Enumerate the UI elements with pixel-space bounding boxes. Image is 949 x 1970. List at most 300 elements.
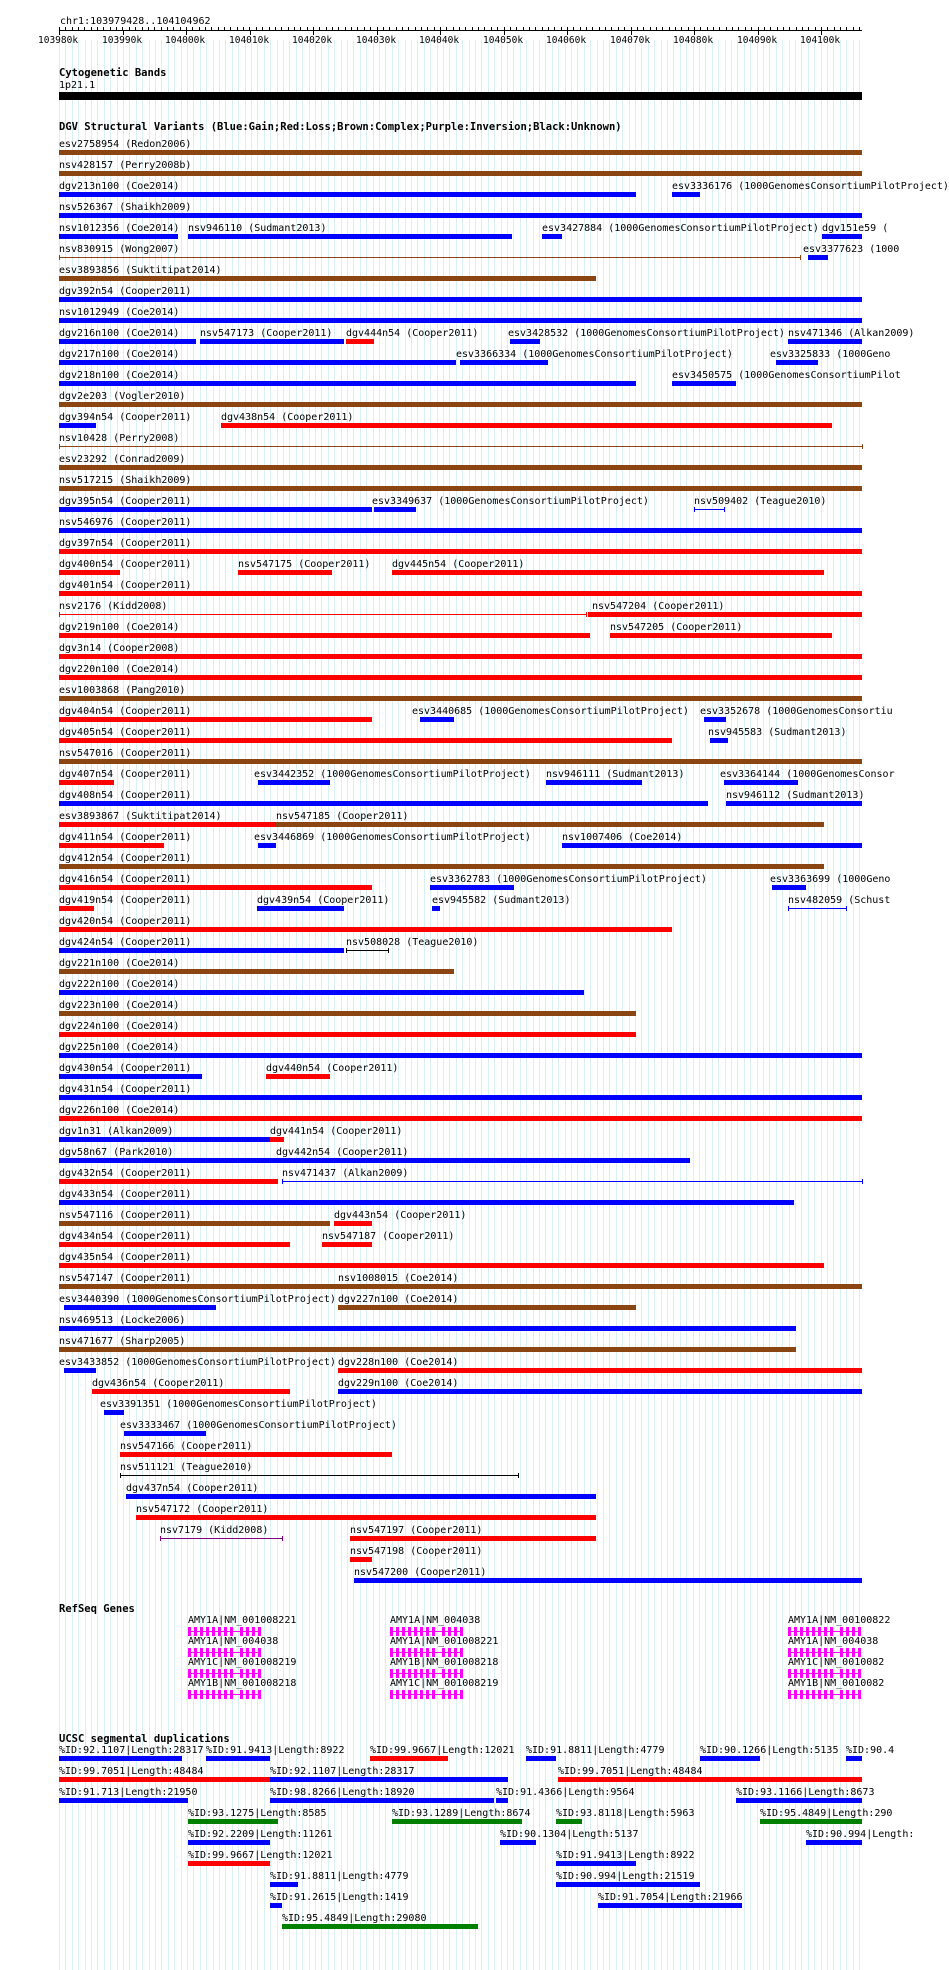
variant-label[interactable]: esv3363699 (1000Geno bbox=[770, 874, 891, 885]
variant-bar[interactable] bbox=[59, 717, 372, 722]
gene-exon[interactable] bbox=[252, 1669, 255, 1678]
gene-exon[interactable] bbox=[240, 1669, 243, 1678]
variant-bar[interactable] bbox=[59, 864, 824, 869]
variant-bar[interactable] bbox=[120, 1475, 518, 1476]
gene-exon[interactable] bbox=[460, 1627, 463, 1636]
gene-exon[interactable] bbox=[206, 1690, 209, 1699]
gene-exon[interactable] bbox=[258, 1690, 261, 1699]
variant-bar[interactable] bbox=[374, 507, 416, 512]
gene-label[interactable]: AMY1B|NM_0010082 bbox=[788, 1678, 885, 1689]
variant-label[interactable]: nsv7179 (Kidd2008) bbox=[160, 1525, 269, 1536]
variant-label[interactable]: nsv469513 (Locke2006) bbox=[59, 1315, 186, 1326]
segdup-label[interactable]: %ID:91.8811|Length:4779 bbox=[526, 1745, 665, 1756]
variant-bar[interactable] bbox=[266, 1074, 330, 1079]
gene-exon[interactable] bbox=[408, 1648, 411, 1657]
variant-label[interactable]: nsv471437 (Alkan2009) bbox=[282, 1168, 409, 1179]
gene-exon[interactable] bbox=[812, 1627, 815, 1636]
gene-exon[interactable] bbox=[858, 1627, 861, 1636]
variant-bar[interactable] bbox=[59, 507, 372, 512]
segdup-label[interactable]: %ID:92.1107|Length:28317 bbox=[59, 1745, 204, 1756]
gene-label[interactable]: AMY1A|NM_004038 bbox=[390, 1615, 481, 1626]
variant-bar[interactable] bbox=[59, 381, 636, 386]
variant-label[interactable]: dgv228n100 (Coe2014) bbox=[338, 1357, 459, 1368]
variant-bar[interactable] bbox=[460, 360, 548, 365]
variant-bar[interactable] bbox=[59, 843, 164, 848]
variant-label[interactable]: nsv547197 (Cooper2011) bbox=[350, 1525, 483, 1536]
segdup-label[interactable]: %ID:90.4 bbox=[846, 1745, 895, 1756]
variant-bar[interactable] bbox=[322, 1242, 372, 1247]
segdup-label[interactable]: %ID:99.7051|Length:48484 bbox=[59, 1766, 204, 1777]
gene-exon[interactable] bbox=[448, 1648, 451, 1657]
segdup-bar[interactable] bbox=[556, 1861, 636, 1866]
variant-bar[interactable] bbox=[59, 614, 586, 615]
variant-bar[interactable] bbox=[59, 1032, 636, 1037]
variant-bar[interactable] bbox=[562, 843, 862, 848]
variant-label[interactable]: nsv547187 (Cooper2011) bbox=[322, 1231, 455, 1242]
gene-exon[interactable] bbox=[200, 1648, 203, 1657]
segdup-bar[interactable] bbox=[270, 1777, 508, 1782]
variant-label[interactable]: dgv223n100 (Coe2014) bbox=[59, 1000, 180, 1011]
gene-exon[interactable] bbox=[426, 1669, 429, 1678]
variant-label[interactable]: nsv830915 (Wong2007) bbox=[59, 244, 180, 255]
gene-exon[interactable] bbox=[390, 1648, 393, 1657]
gene-exon[interactable] bbox=[200, 1669, 203, 1678]
segdup-label[interactable]: %ID:91.9413|Length:8922 bbox=[556, 1850, 695, 1861]
gene-exon[interactable] bbox=[454, 1648, 457, 1657]
variant-label[interactable]: dgv419n54 (Cooper2011) bbox=[59, 895, 192, 906]
variant-label[interactable]: dgv438n54 (Cooper2011) bbox=[221, 412, 354, 423]
gene-exon[interactable] bbox=[194, 1627, 197, 1636]
variant-label[interactable]: dgv401n54 (Cooper2011) bbox=[59, 580, 192, 591]
variant-bar[interactable] bbox=[276, 822, 824, 827]
gene-exon[interactable] bbox=[188, 1627, 191, 1636]
variant-label[interactable]: dgv226n100 (Coe2014) bbox=[59, 1105, 180, 1116]
variant-label[interactable]: nsv428157 (Perry2008b) bbox=[59, 160, 192, 171]
gene-exon[interactable] bbox=[824, 1627, 827, 1636]
variant-bar[interactable] bbox=[59, 633, 590, 638]
gene-exon[interactable] bbox=[830, 1669, 833, 1678]
variant-label[interactable]: dgv216n100 (Coe2014) bbox=[59, 328, 180, 339]
variant-bar[interactable] bbox=[59, 1137, 270, 1142]
variant-label[interactable]: dgv420n54 (Cooper2011) bbox=[59, 916, 192, 927]
variant-label[interactable]: dgv444n54 (Cooper2011) bbox=[346, 328, 479, 339]
variant-bar[interactable] bbox=[338, 1368, 862, 1373]
gene-exon[interactable] bbox=[454, 1669, 457, 1678]
variant-bar[interactable] bbox=[59, 1221, 330, 1226]
variant-bar[interactable] bbox=[59, 549, 862, 554]
variant-bar[interactable] bbox=[420, 717, 454, 722]
segdup-label[interactable]: %ID:99.9667|Length:12021 bbox=[370, 1745, 515, 1756]
variant-bar[interactable] bbox=[350, 1557, 372, 1562]
gene-exon[interactable] bbox=[212, 1648, 215, 1657]
gene-label[interactable]: AMY1A|NM_004038 bbox=[188, 1636, 279, 1647]
variant-bar[interactable] bbox=[126, 1494, 596, 1499]
segdup-label[interactable]: %ID:99.9667|Length:12021 bbox=[188, 1850, 333, 1861]
variant-label[interactable]: nsv511121 (Teague2010) bbox=[120, 1462, 253, 1473]
gene-exon[interactable] bbox=[230, 1690, 233, 1699]
gene-exon[interactable] bbox=[218, 1690, 221, 1699]
variant-label[interactable]: nsv517215 (Shaikh2009) bbox=[59, 475, 192, 486]
variant-label[interactable]: dgv217n100 (Coe2014) bbox=[59, 349, 180, 360]
gene-exon[interactable] bbox=[840, 1669, 843, 1678]
variant-bar[interactable] bbox=[338, 1389, 862, 1394]
gene-exon[interactable] bbox=[188, 1648, 191, 1657]
variant-bar[interactable] bbox=[808, 255, 828, 260]
gene-exon[interactable] bbox=[206, 1627, 209, 1636]
variant-bar[interactable] bbox=[59, 486, 862, 491]
variant-label[interactable]: dgv411n54 (Cooper2011) bbox=[59, 832, 192, 843]
gene-exon[interactable] bbox=[240, 1648, 243, 1657]
variant-bar[interactable] bbox=[59, 738, 672, 743]
gene-exon[interactable] bbox=[224, 1669, 227, 1678]
gene-exon[interactable] bbox=[194, 1669, 197, 1678]
variant-label[interactable]: nsv945583 (Sudmant2013) bbox=[708, 727, 847, 738]
segdup-label[interactable]: %ID:91.713|Length:21950 bbox=[59, 1787, 198, 1798]
gene-exon[interactable] bbox=[830, 1627, 833, 1636]
variant-label[interactable]: nsv526367 (Shaikh2009) bbox=[59, 202, 192, 213]
segdup-label[interactable]: %ID:90.1304|Length:5137 bbox=[500, 1829, 639, 1840]
variant-bar[interactable] bbox=[588, 612, 862, 617]
variant-label[interactable]: nsv547147 (Cooper2011) bbox=[59, 1273, 192, 1284]
variant-bar[interactable] bbox=[59, 528, 862, 533]
variant-bar[interactable] bbox=[776, 360, 818, 365]
gene-exon[interactable] bbox=[448, 1627, 451, 1636]
variant-label[interactable]: dgv58n67 (Park2010) bbox=[59, 1147, 174, 1158]
variant-label[interactable]: nsv10428 (Perry2008) bbox=[59, 433, 180, 444]
variant-bar[interactable] bbox=[59, 759, 862, 764]
variant-bar[interactable] bbox=[59, 446, 862, 447]
variant-label[interactable]: esv3364144 (1000GenomesConsor bbox=[720, 769, 895, 780]
variant-label[interactable]: nsv546976 (Cooper2011) bbox=[59, 517, 192, 528]
variant-bar[interactable] bbox=[430, 885, 514, 890]
segdup-bar[interactable] bbox=[270, 1903, 282, 1908]
variant-label[interactable]: nsv547173 (Cooper2011) bbox=[200, 328, 333, 339]
variant-label[interactable]: dgv443n54 (Cooper2011) bbox=[334, 1210, 467, 1221]
gene-exon[interactable] bbox=[396, 1627, 399, 1636]
variant-label[interactable]: nsv547205 (Cooper2011) bbox=[610, 622, 743, 633]
gene-exon[interactable] bbox=[800, 1627, 803, 1636]
variant-bar[interactable] bbox=[704, 717, 726, 722]
gene-exon[interactable] bbox=[420, 1690, 423, 1699]
gene-label[interactable]: AMY1B|NM_001008218 bbox=[188, 1678, 297, 1689]
variant-label[interactable]: dgv434n54 (Cooper2011) bbox=[59, 1231, 192, 1242]
gene-exon[interactable] bbox=[420, 1648, 423, 1657]
gene-exon[interactable] bbox=[414, 1648, 417, 1657]
variant-label[interactable]: esv3433852 (1000GenomesConsortiumPilotProject) bbox=[59, 1357, 336, 1368]
variant-label[interactable]: nsv547166 (Cooper2011) bbox=[120, 1441, 253, 1452]
variant-bar[interactable] bbox=[59, 654, 862, 659]
segdup-bar[interactable] bbox=[206, 1756, 270, 1761]
gene-exon[interactable] bbox=[846, 1627, 849, 1636]
gene-exon[interactable] bbox=[454, 1690, 457, 1699]
gene-exon[interactable] bbox=[794, 1690, 797, 1699]
variant-bar[interactable] bbox=[59, 885, 372, 890]
variant-bar[interactable] bbox=[276, 1158, 690, 1163]
variant-label[interactable]: dgv218n100 (Coe2014) bbox=[59, 370, 180, 381]
gene-exon[interactable] bbox=[824, 1669, 827, 1678]
gene-exon[interactable] bbox=[408, 1690, 411, 1699]
segdup-bar[interactable] bbox=[59, 1777, 270, 1782]
gene-exon[interactable] bbox=[852, 1690, 855, 1699]
gene-exon[interactable] bbox=[252, 1690, 255, 1699]
segdup-bar[interactable] bbox=[556, 1882, 700, 1887]
gene-exon[interactable] bbox=[830, 1690, 833, 1699]
variant-label[interactable]: nsv482059 (Schust bbox=[788, 895, 891, 906]
variant-label[interactable]: dgv408n54 (Cooper2011) bbox=[59, 790, 192, 801]
variant-bar[interactable] bbox=[188, 234, 512, 239]
gene-exon[interactable] bbox=[812, 1648, 815, 1657]
gene-exon[interactable] bbox=[432, 1648, 435, 1657]
variant-bar[interactable] bbox=[59, 1284, 338, 1289]
variant-label[interactable]: dgv220n100 (Coe2014) bbox=[59, 664, 180, 675]
variant-label[interactable]: dgv433n54 (Cooper2011) bbox=[59, 1189, 192, 1200]
gene-exon[interactable] bbox=[454, 1627, 457, 1636]
variant-bar[interactable] bbox=[59, 948, 344, 953]
gene-exon[interactable] bbox=[812, 1690, 815, 1699]
variant-bar[interactable] bbox=[120, 1452, 392, 1457]
gene-exon[interactable] bbox=[442, 1627, 445, 1636]
segdup-bar[interactable] bbox=[59, 1756, 182, 1761]
variant-bar[interactable] bbox=[334, 1221, 372, 1226]
variant-label[interactable]: esv3377623 (1000 bbox=[803, 244, 900, 255]
variant-label[interactable]: dgv394n54 (Cooper2011) bbox=[59, 412, 192, 423]
gene-exon[interactable] bbox=[794, 1627, 797, 1636]
variant-bar[interactable] bbox=[724, 780, 798, 785]
gene-exon[interactable] bbox=[794, 1669, 797, 1678]
variant-label[interactable]: esv3352678 (1000GenomesConsortiu bbox=[700, 706, 893, 717]
variant-bar[interactable] bbox=[136, 1515, 596, 1520]
gene-label[interactable]: AMY1A|NM_001008221 bbox=[390, 1636, 499, 1647]
variant-label[interactable]: dgv437n54 (Cooper2011) bbox=[126, 1483, 259, 1494]
gene-exon[interactable] bbox=[818, 1669, 821, 1678]
gene-exon[interactable] bbox=[230, 1669, 233, 1678]
segdup-bar[interactable] bbox=[282, 1924, 478, 1929]
variant-bar[interactable] bbox=[59, 213, 862, 218]
variant-bar[interactable] bbox=[59, 591, 862, 596]
gene-exon[interactable] bbox=[460, 1690, 463, 1699]
gene-label[interactable]: AMY1A|NM_00100822 bbox=[788, 1615, 891, 1626]
variant-bar[interactable] bbox=[59, 1011, 636, 1016]
gene-exon[interactable] bbox=[448, 1690, 451, 1699]
gene-label[interactable]: AMY1A|NM_001008221 bbox=[188, 1615, 297, 1626]
variant-bar[interactable] bbox=[59, 969, 454, 974]
variant-bar[interactable] bbox=[92, 1389, 290, 1394]
segdup-bar[interactable] bbox=[270, 1882, 298, 1887]
variant-label[interactable]: dgv151e59 ( bbox=[822, 223, 889, 234]
gene-label[interactable]: AMY1A|NM_004038 bbox=[788, 1636, 879, 1647]
variant-bar[interactable] bbox=[59, 297, 862, 302]
segdup-label[interactable]: %ID:98.8266|Length:18920 bbox=[270, 1787, 415, 1798]
gene-exon[interactable] bbox=[806, 1627, 809, 1636]
gene-exon[interactable] bbox=[402, 1669, 405, 1678]
gene-exon[interactable] bbox=[188, 1669, 191, 1678]
variant-label[interactable]: nsv547172 (Cooper2011) bbox=[136, 1504, 269, 1515]
gene-exon[interactable] bbox=[200, 1627, 203, 1636]
variant-bar[interactable] bbox=[788, 339, 862, 344]
gene-exon[interactable] bbox=[188, 1690, 191, 1699]
variant-label[interactable]: esv3446869 (1000GenomesConsortiumPilotProject) bbox=[254, 832, 531, 843]
variant-bar[interactable] bbox=[546, 780, 642, 785]
gene-exon[interactable] bbox=[252, 1648, 255, 1657]
variant-bar[interactable] bbox=[542, 234, 562, 239]
gene-exon[interactable] bbox=[390, 1690, 393, 1699]
variant-bar[interactable] bbox=[432, 906, 440, 911]
gene-exon[interactable] bbox=[200, 1690, 203, 1699]
segdup-bar[interactable] bbox=[270, 1798, 494, 1803]
variant-bar[interactable] bbox=[59, 1053, 862, 1058]
segdup-bar[interactable] bbox=[392, 1819, 522, 1824]
variant-bar[interactable] bbox=[270, 1137, 284, 1142]
gene-exon[interactable] bbox=[840, 1648, 843, 1657]
variant-bar[interactable] bbox=[59, 696, 862, 701]
variant-bar[interactable] bbox=[59, 276, 596, 281]
variant-label[interactable]: nsv547185 (Cooper2011) bbox=[276, 811, 409, 822]
variant-label[interactable]: nsv547175 (Cooper2011) bbox=[238, 559, 371, 570]
variant-label[interactable]: dgv435n54 (Cooper2011) bbox=[59, 1252, 192, 1263]
variant-label[interactable]: dgv432n54 (Cooper2011) bbox=[59, 1168, 192, 1179]
gene-exon[interactable] bbox=[414, 1669, 417, 1678]
variant-label[interactable]: dgv213n100 (Coe2014) bbox=[59, 181, 180, 192]
gene-exon[interactable] bbox=[830, 1648, 833, 1657]
variant-label[interactable]: dgv2e203 (Vogler2010) bbox=[59, 391, 186, 402]
segdup-bar[interactable] bbox=[188, 1861, 270, 1866]
gene-exon[interactable] bbox=[858, 1690, 861, 1699]
variant-label[interactable]: dgv430n54 (Cooper2011) bbox=[59, 1063, 192, 1074]
gene-exon[interactable] bbox=[258, 1669, 261, 1678]
gene-exon[interactable] bbox=[230, 1627, 233, 1636]
variant-bar[interactable] bbox=[59, 1326, 796, 1331]
segdup-bar[interactable] bbox=[526, 1756, 556, 1761]
gene-exon[interactable] bbox=[224, 1690, 227, 1699]
gene-exon[interactable] bbox=[840, 1627, 843, 1636]
gene-exon[interactable] bbox=[426, 1648, 429, 1657]
gene-exon[interactable] bbox=[788, 1648, 791, 1657]
gene-exon[interactable] bbox=[426, 1627, 429, 1636]
variant-bar[interactable] bbox=[258, 843, 276, 848]
gene-exon[interactable] bbox=[246, 1690, 249, 1699]
gene-exon[interactable] bbox=[824, 1690, 827, 1699]
gene-exon[interactable] bbox=[442, 1648, 445, 1657]
variant-label[interactable]: dgv400n54 (Cooper2011) bbox=[59, 559, 192, 570]
segdup-label[interactable]: %ID:91.4366|Length:9564 bbox=[496, 1787, 635, 1798]
segdup-label[interactable]: %ID:91.7054|Length:21966 bbox=[598, 1892, 743, 1903]
variant-label[interactable]: nsv946110 (Sudmant2013) bbox=[188, 223, 327, 234]
variant-bar[interactable] bbox=[694, 509, 724, 510]
gene-exon[interactable] bbox=[218, 1648, 221, 1657]
variant-label[interactable]: dgv405n54 (Cooper2011) bbox=[59, 727, 192, 738]
gene-exon[interactable] bbox=[788, 1627, 791, 1636]
segdup-label[interactable]: %ID:95.4849|Length:29080 bbox=[282, 1913, 427, 1924]
segdup-bar[interactable] bbox=[188, 1819, 278, 1824]
gene-exon[interactable] bbox=[206, 1648, 209, 1657]
variant-bar[interactable] bbox=[726, 801, 862, 806]
variant-bar[interactable] bbox=[59, 801, 708, 806]
gene-exon[interactable] bbox=[858, 1648, 861, 1657]
variant-label[interactable]: nsv547200 (Cooper2011) bbox=[354, 1567, 487, 1578]
variant-bar[interactable] bbox=[350, 1536, 596, 1541]
variant-label[interactable]: dgv395n54 (Cooper2011) bbox=[59, 496, 192, 507]
variant-bar[interactable] bbox=[59, 360, 456, 365]
gene-exon[interactable] bbox=[788, 1690, 791, 1699]
variant-bar[interactable] bbox=[788, 908, 846, 909]
variant-bar[interactable] bbox=[59, 1095, 862, 1100]
gene-exon[interactable] bbox=[800, 1648, 803, 1657]
gene-exon[interactable] bbox=[402, 1690, 405, 1699]
variant-bar[interactable] bbox=[221, 423, 832, 428]
variant-label[interactable]: dgv392n54 (Cooper2011) bbox=[59, 286, 192, 297]
gene-exon[interactable] bbox=[258, 1627, 261, 1636]
variant-bar[interactable] bbox=[338, 1284, 862, 1289]
gene-exon[interactable] bbox=[240, 1627, 243, 1636]
variant-label[interactable]: dgv397n54 (Cooper2011) bbox=[59, 538, 192, 549]
variant-label[interactable]: dgv445n54 (Cooper2011) bbox=[392, 559, 525, 570]
gene-exon[interactable] bbox=[212, 1669, 215, 1678]
variant-bar[interactable] bbox=[59, 570, 120, 575]
variant-bar[interactable] bbox=[59, 234, 178, 239]
variant-bar[interactable] bbox=[59, 402, 862, 407]
ruler-axis[interactable] bbox=[59, 30, 862, 31]
gene-exon[interactable] bbox=[812, 1669, 815, 1678]
segdup-label[interactable]: %ID:93.8118|Length:5963 bbox=[556, 1808, 695, 1819]
segdup-bar[interactable] bbox=[59, 1798, 188, 1803]
segdup-bar[interactable] bbox=[556, 1819, 582, 1824]
gene-exon[interactable] bbox=[390, 1669, 393, 1678]
gene-exon[interactable] bbox=[818, 1648, 821, 1657]
gene-exon[interactable] bbox=[460, 1648, 463, 1657]
gene-exon[interactable] bbox=[414, 1690, 417, 1699]
variant-label[interactable]: esv3893856 (Suktitipat2014) bbox=[59, 265, 222, 276]
gene-exon[interactable] bbox=[442, 1669, 445, 1678]
variant-label[interactable]: nsv471346 (Alkan2009) bbox=[788, 328, 915, 339]
gene-exon[interactable] bbox=[194, 1690, 197, 1699]
variant-bar[interactable] bbox=[59, 822, 278, 827]
variant-label[interactable]: nsv508028 (Teague2010) bbox=[346, 937, 479, 948]
gene-exon[interactable] bbox=[246, 1648, 249, 1657]
variant-bar[interactable] bbox=[104, 1410, 124, 1415]
variant-label[interactable]: nsv1012949 (Coe2014) bbox=[59, 307, 180, 318]
segdup-label[interactable]: %ID:93.1275|Length:8585 bbox=[188, 1808, 327, 1819]
variant-bar[interactable] bbox=[610, 633, 832, 638]
gene-exon[interactable] bbox=[194, 1648, 197, 1657]
segdup-bar[interactable] bbox=[500, 1840, 536, 1845]
gene-exon[interactable] bbox=[420, 1627, 423, 1636]
variant-label[interactable]: dgv416n54 (Cooper2011) bbox=[59, 874, 192, 885]
variant-bar[interactable] bbox=[822, 234, 862, 239]
variant-bar[interactable] bbox=[59, 1200, 794, 1205]
segdup-bar[interactable] bbox=[598, 1903, 742, 1908]
variant-label[interactable]: dgv1n31 (Alkan2009) bbox=[59, 1126, 174, 1137]
gene-exon[interactable] bbox=[408, 1627, 411, 1636]
variant-bar[interactable] bbox=[59, 780, 114, 785]
gene-exon[interactable] bbox=[846, 1690, 849, 1699]
variant-bar[interactable] bbox=[160, 1538, 282, 1539]
gene-exon[interactable] bbox=[252, 1627, 255, 1636]
variant-label[interactable]: esv3333467 (1000GenomesConsortiumPilotProject) bbox=[120, 1420, 397, 1431]
variant-label[interactable]: nsv1008015 (Coe2014) bbox=[338, 1273, 459, 1284]
variant-label[interactable]: esv3427884 (1000GenomesConsortiumPilotProject) bbox=[542, 223, 819, 234]
gene-exon[interactable] bbox=[806, 1648, 809, 1657]
variant-label[interactable]: dgv227n100 (Coe2014) bbox=[338, 1294, 459, 1305]
segdup-bar[interactable] bbox=[700, 1756, 760, 1761]
gene-exon[interactable] bbox=[788, 1669, 791, 1678]
gene-exon[interactable] bbox=[448, 1669, 451, 1678]
variant-label[interactable]: nsv547198 (Cooper2011) bbox=[350, 1546, 483, 1557]
gene-exon[interactable] bbox=[442, 1690, 445, 1699]
variant-label[interactable]: dgv222n100 (Coe2014) bbox=[59, 979, 180, 990]
gene-exon[interactable] bbox=[420, 1669, 423, 1678]
variant-label[interactable]: dgv441n54 (Cooper2011) bbox=[270, 1126, 403, 1137]
gene-exon[interactable] bbox=[212, 1627, 215, 1636]
